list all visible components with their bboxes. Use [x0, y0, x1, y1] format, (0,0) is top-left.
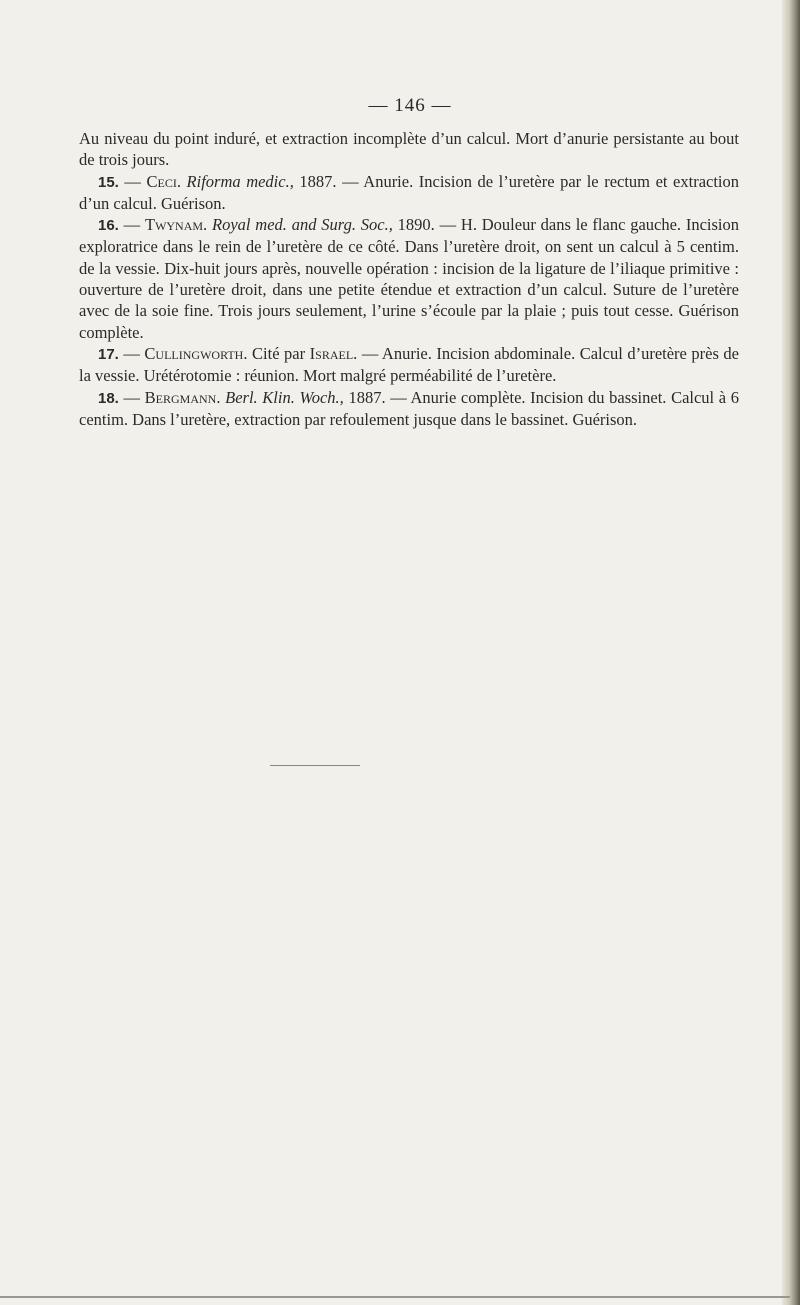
entry-author: Bergmann.	[144, 387, 221, 407]
entry-dash: —	[118, 387, 145, 407]
entry-number: 17.	[98, 345, 119, 363]
entry-17	[79, 343, 739, 387]
entry-author: Cullingworth.	[144, 343, 248, 363]
entry-number: 15.	[98, 173, 119, 191]
entry-cited-author: Israel.	[309, 343, 358, 363]
entry-15	[79, 171, 739, 215]
entry-text: 1890. — H. Douleur dans le flanc gauche. Incision exploratrice dans le rein de l’uretère de ce côté. Dans l’uretère droit, on sent un calcul à 5 centim. de la vessie. Dix-huit jours après, nouvelle opération : incision de la ligature de l’iliaque primitive : ouverture de l’uretère droit, dans une petite étendue et extraction d’un calcul. Suture de l’uretère avec de la soie fine. Trois jours seulement, l’urine s’écoule par la plaie ; puis tout cesse. Guérison complète.	[79, 215, 740, 342]
entry-text: — Anurie. Incision abdominale. Calcul d’uretère près de la vessie. Urétérotomie : réunion. Mort malgré perméabilité de l’uretère.	[79, 343, 739, 386]
entry-number: 18.	[98, 389, 119, 407]
page-number: — 146 —	[368, 95, 452, 116]
entry-author: Ceci.	[146, 171, 181, 191]
bottom-edge-line	[0, 1296, 790, 1298]
entry-dash: —	[118, 215, 145, 235]
entry-source: Royal med. and Surg. Soc.,	[212, 215, 393, 235]
entry-author: Twynam.	[144, 215, 208, 235]
entry-number: 16.	[98, 217, 119, 235]
section-divider-rule	[270, 765, 360, 766]
intro-paragraph: Au niveau du point induré, et extraction incomplète d’un calcul. Mort d’anurie persistante au bout de trois jours.	[79, 129, 739, 170]
entry-18	[79, 387, 739, 431]
entry-16	[79, 214, 739, 343]
entry-text: 1887. — Anurie complète. Incision du bassinet. Calcul à 6 centim. Dans l’uretère, extraction par refoulement jusque dans le bassinet. Guérison.	[79, 387, 740, 429]
entry-source: Riforma medic.,	[186, 171, 294, 191]
entry-dash: —	[118, 171, 147, 191]
entry-source: Berl. Klin. Woch.,	[225, 387, 344, 407]
entry-text: 1887. — Anurie. Incision de l’uretère par le rectum et extraction d’un calcul. Guérison.	[79, 171, 740, 213]
page-edge-shadow	[782, 0, 800, 1305]
entry-cited-label: Cité par	[247, 343, 310, 363]
document-body	[79, 128, 739, 430]
entry-dash: —	[118, 343, 145, 363]
